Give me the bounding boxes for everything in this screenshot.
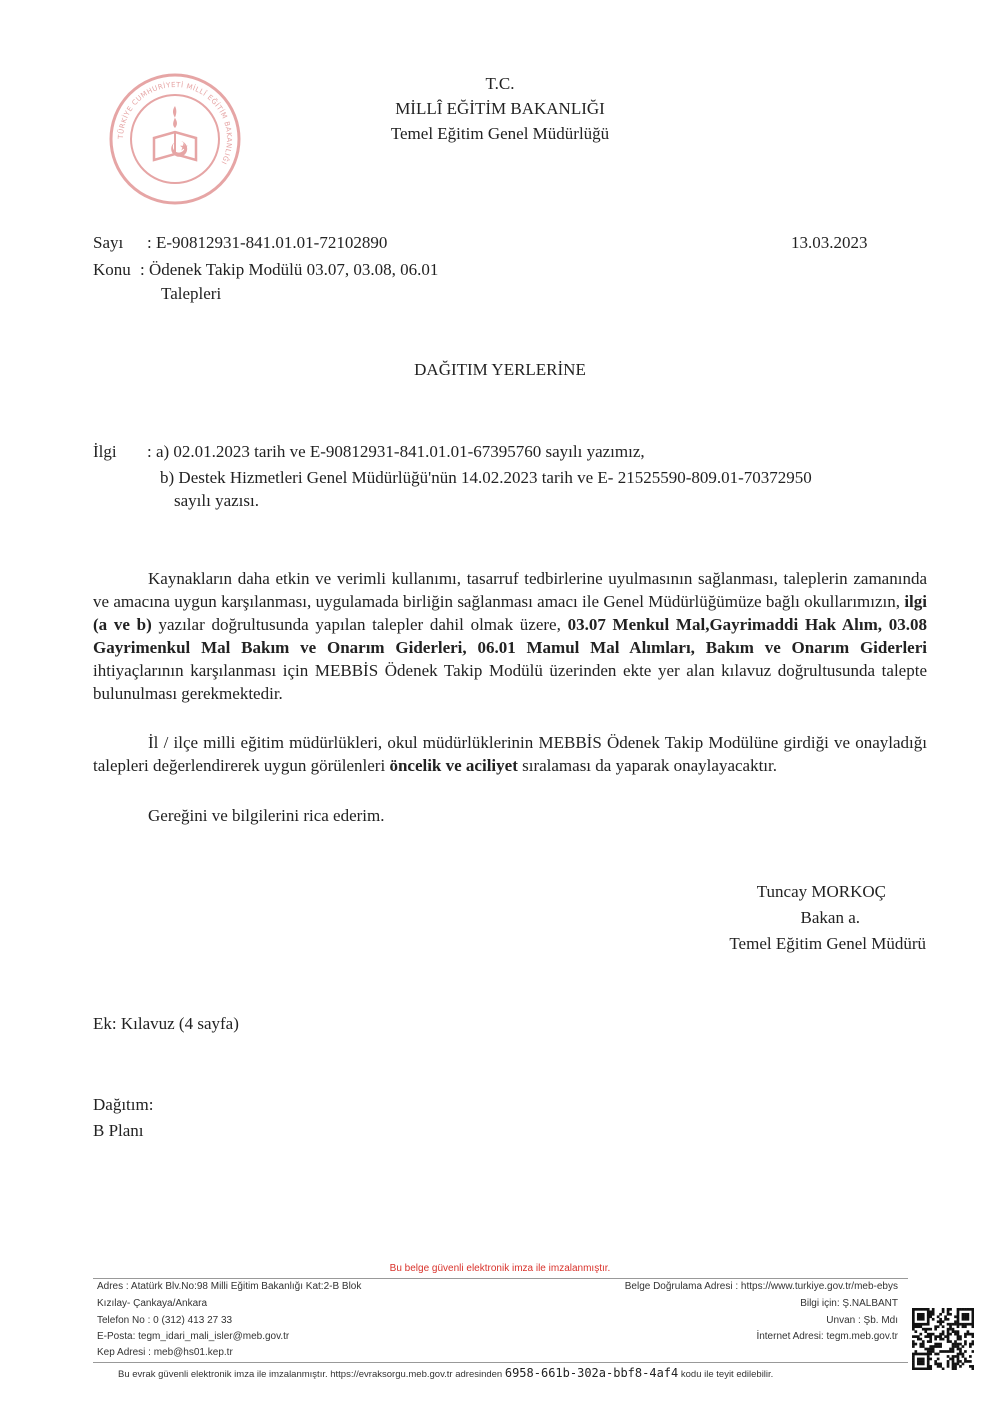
ilgi-b: b) Destek Hizmetleri Genel Müdürlüğü'nün 14.02.2023 tarih ve E- 21525590-809.01-70372950 [160,468,812,487]
ilgi-label: İlgi [93,442,117,461]
verification-line: Bu evrak güvenli elektronik imza ile imzalanmıştır. https://evraksorgu.meb.gov.tr adresinden 6958-661b-302a-bbf8-4af4 kodu ile teyit edilebilir. [118,1366,774,1380]
body-paragraph-3: Gereğini ve bilgilerini rica ederim. [148,806,385,825]
footer-divider-bottom [93,1362,908,1363]
body-paragraph-1: Kaynakların daha etkin ve verimli kullanımı, tasarruf tedbirlerine uyulmasının sağlanması, taleplerin zamanında ve amacına uygun karşılanması, uygulamada birliğin sağlanması amacı ile Genel Müdürlüğümüze bağlı okullarımızın, ilgi (a ve b) yazılar doğrultusunda yapılan talepler dahil olmak üzere, 03.07 Menkul Mal,Gayrimaddi Hak Alım, 03.08 Gayrimenkul Mal Bakım ve Onarım Giderleri, 06.01 Mamul Mal Alımları, Bakım ve Onarım Giderleri ihtiyaçlarının karşılanması için MEBBİS Ödenek Takip Modülü üzerinden ekte yer alan kılavuz doğrultusunda talepte bulunulması gerekmektedir. [93,569,928,703]
sayi-value: : E-90812931-841.01.01-72102890 [147,233,388,252]
header-line-tc: T.C. [485,74,515,93]
footer-phone: Telefon No : 0 (312) 413 27 33 [97,1315,233,1326]
footer-address: Adres : Atatürk Blv.No:98 Milli Eğitim Bakanlığı Kat:2-B Blok [97,1281,362,1292]
sayi-label: Sayı [93,233,124,252]
ilgi-b-cont: sayılı yazısı. [174,491,259,510]
verification-code: 6958-661b-302a-bbf8-4af4 [504,1366,679,1380]
signatory-title-2: Temel Eğitim Genel Müdürü [729,934,926,953]
footer-kep: Kep Adresi : meb@hs01.kep.tr [97,1347,233,1358]
body-paragraph-2: İl / ilçe milli eğitim müdürlükleri, okul müdürlüklerinin MEBBİS Ödenek Takip Modülüne girdiği ve onayladığı talepleri değerlendirerek uygun görülenleri öncelik ve aciliyet sıralaması da yaparak onaylayacaktır. [93,733,927,775]
signatory-title-1: Bakan a. [800,908,860,927]
konu-value: : Ödenek Takip Modülü 03.07, 03.08, 06.01 [140,260,439,279]
footer-verify-address: Belge Doğrulama Adresi : https://www.turkiye.gov.tr/meb-ebys [624,1281,898,1292]
document-date: 13.03.2023 [791,233,868,252]
footer-info-contact: Bilgi için: Ş.NALBANT [800,1298,898,1309]
esign-notice: Bu belge güvenli elektronik imza ile imzalanmıştır. [389,1263,611,1274]
seal-ring-text: TÜRKİYE CUMHURİYETİ MİLLÎ EĞİTİM BAKANLIĞI [116,80,234,166]
konu-value-cont: Talepleri [161,284,222,303]
footer-city: Kızılay- Çankaya/Ankara [97,1298,208,1309]
distribution-value: B Planı [93,1121,144,1140]
footer-email: E-Posta: tegm_idari_mali_isler@meb.gov.tr [97,1331,290,1342]
qr-code [912,1308,974,1370]
signatory-name: Tuncay MORKOÇ [756,882,886,901]
recipient-heading: DAĞITIM YERLERİNE [414,360,586,379]
header-ministry: MİLLÎ EĞİTİM BAKANLIĞI [395,99,605,118]
attachment-note: Ek: Kılavuz (4 sayfa) [93,1014,239,1033]
footer-contact-title: Unvan : Şb. Mdı [826,1315,898,1326]
distribution-label: Dağıtım: [93,1095,154,1114]
footer-website: İnternet Adresi: tegm.meb.gov.tr [756,1331,898,1342]
header-directorate: Temel Eğitim Genel Müdürlüğü [390,124,610,143]
konu-label: Konu [93,260,131,279]
footer-divider [93,1278,908,1279]
ilgi-a: : a) 02.01.2023 tarih ve E-90812931-841.01.01-67395760 sayılı yazımız, [147,442,645,461]
